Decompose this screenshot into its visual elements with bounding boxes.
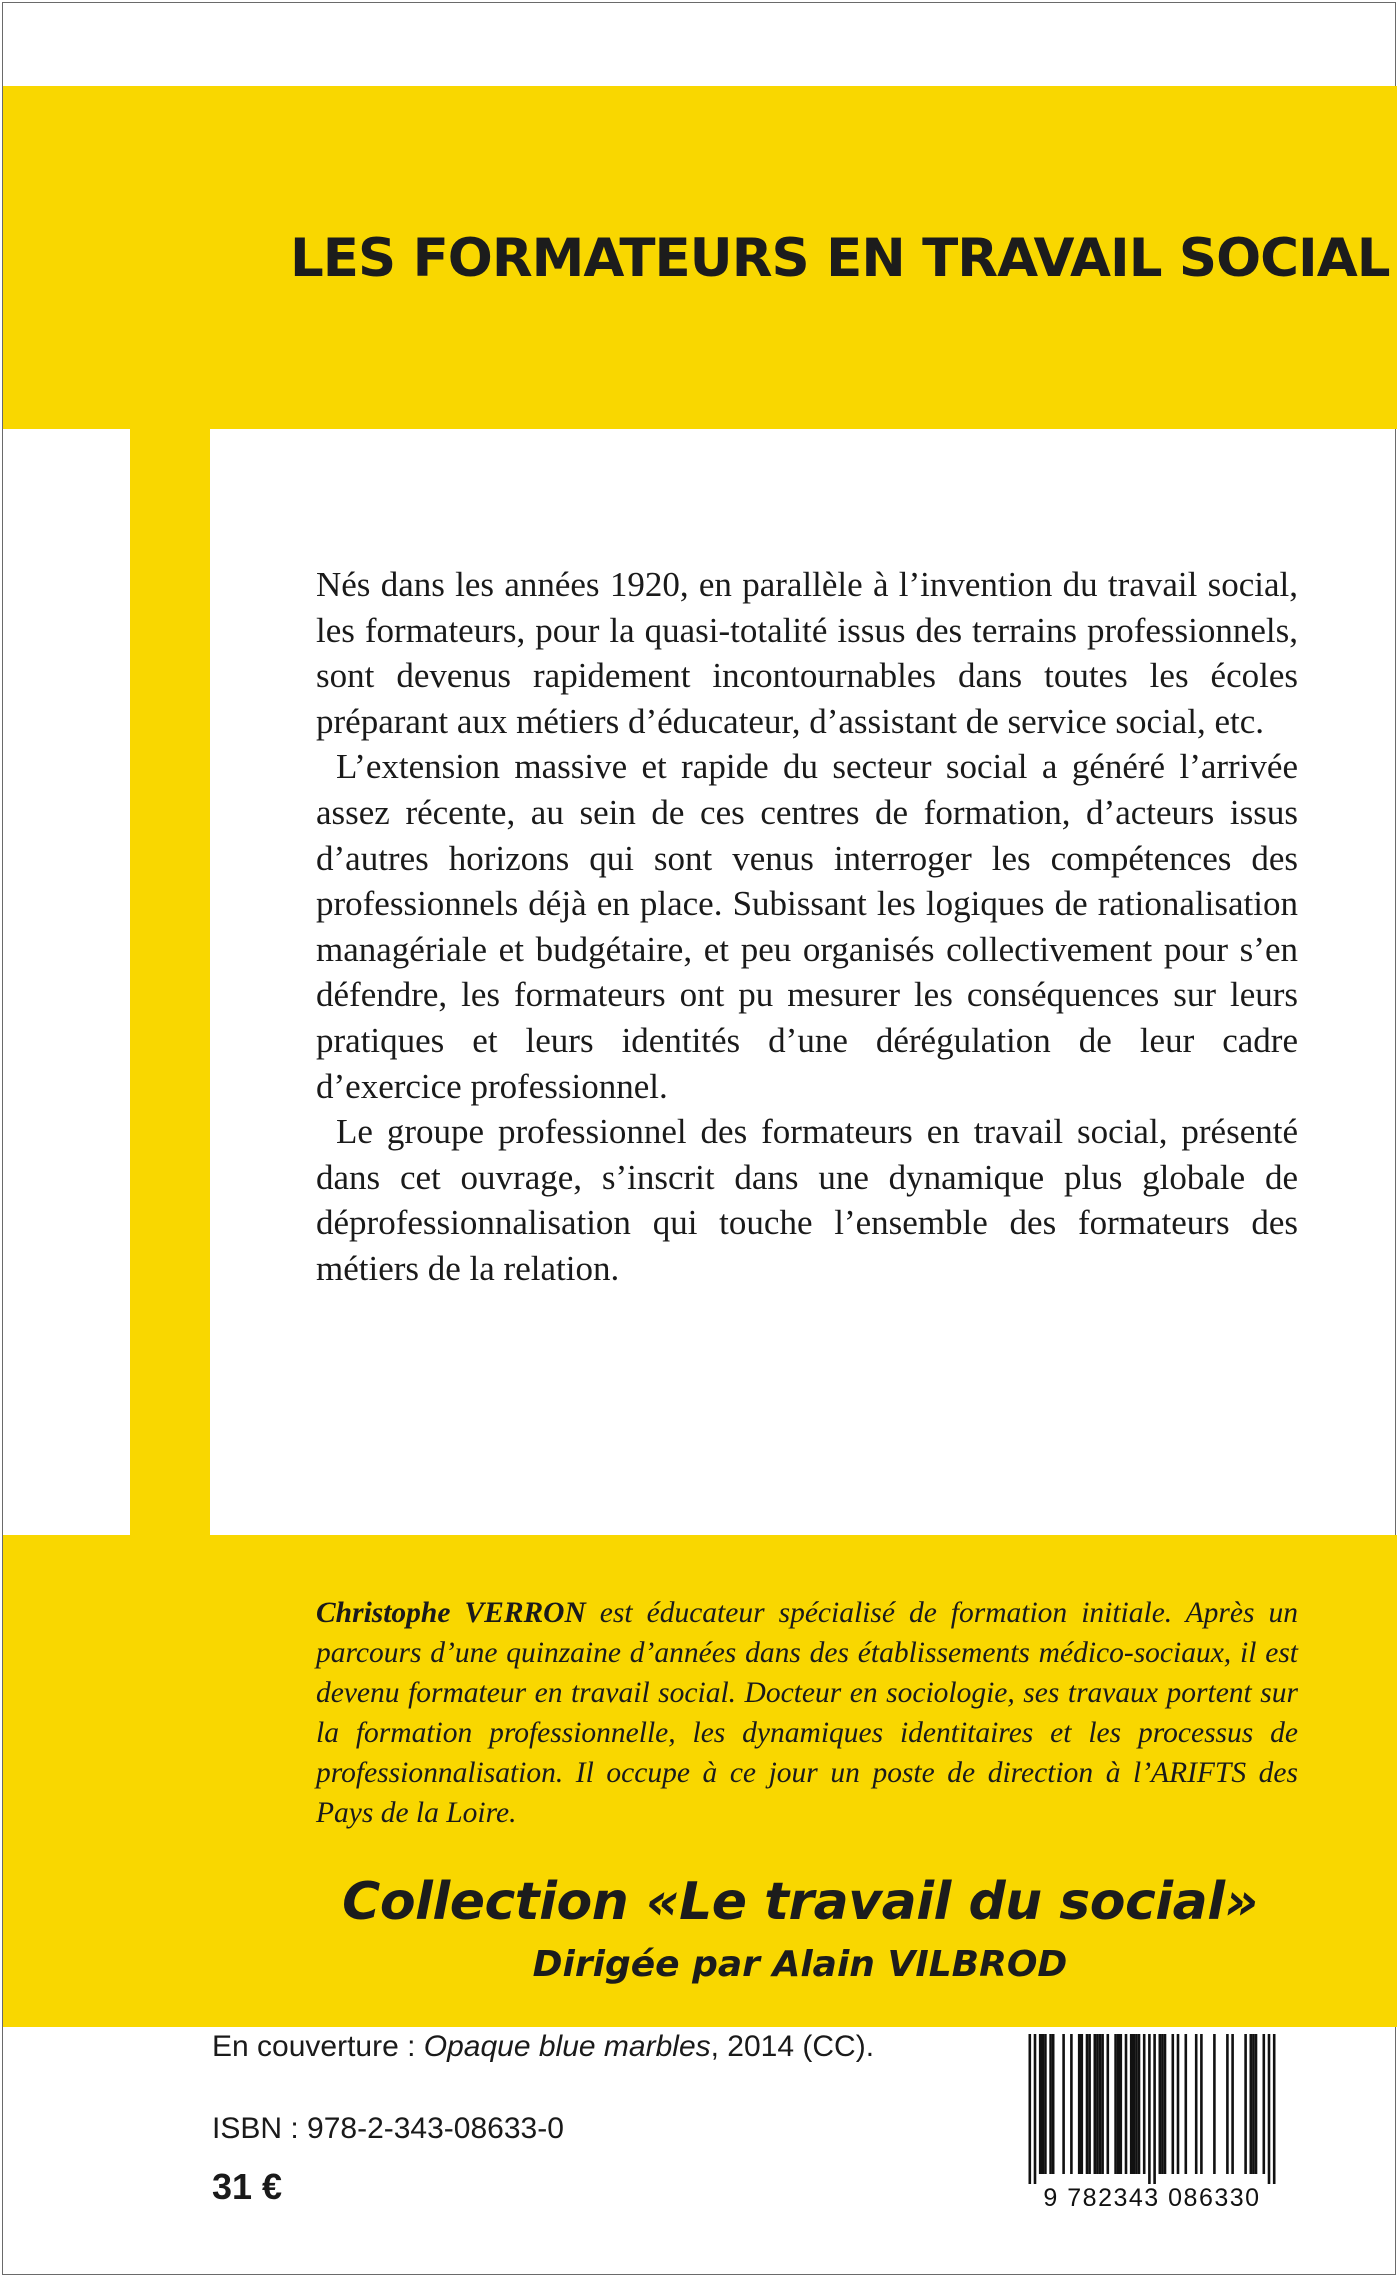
- cover-credit-prefix: En couverture :: [212, 2030, 424, 2063]
- collection-title: Collection «Le travail du social»: [342, 1872, 1258, 1932]
- barcode-bar: [1200, 2034, 1203, 2174]
- barcode: [1004, 2034, 1300, 2226]
- barcode-bar: [1101, 2034, 1104, 2174]
- cover-credit: [212, 2030, 972, 2064]
- barcode-bar: [1255, 2034, 1258, 2174]
- summary-text: [316, 562, 1298, 1292]
- barcode-bar: [1195, 2034, 1198, 2174]
- barcode-bar: [1226, 2034, 1229, 2174]
- barcode-bar: [1177, 2034, 1180, 2174]
- barcode-bar: [1034, 2034, 1037, 2184]
- barcode-bar: [1070, 2034, 1073, 2174]
- barcode-bar: [1244, 2034, 1247, 2174]
- barcode-bar: [1268, 2034, 1271, 2184]
- barcode-bar: [1096, 2034, 1099, 2174]
- barcode-bars: [1004, 2034, 1300, 2184]
- barcode-bar: [1049, 2034, 1052, 2174]
- barcode-bar: [1153, 2034, 1156, 2184]
- collection-director: Dirigée par Alain VILBROD: [532, 1944, 1068, 1985]
- barcode-bar: [1120, 2034, 1123, 2174]
- barcode-bar: [1231, 2034, 1234, 2174]
- barcode-bar: [1143, 2034, 1146, 2174]
- barcode-bar: [1114, 2034, 1117, 2174]
- isbn: ISBN : 978-2-343-08633-0: [212, 2112, 564, 2145]
- author-name: Christophe VERRON: [316, 1597, 586, 1629]
- barcode-bar: [1086, 2034, 1089, 2174]
- barcode-bar: [1078, 2034, 1081, 2174]
- barcode-bar: [1044, 2034, 1047, 2174]
- author-bio: [316, 1593, 1298, 1833]
- summary-paragraph-2: L’extension massive et rapide du secteur social a généré l’arrivée assez récente, au sein de ces centres de formation, d’acteurs issus d’autres horizons qui sont venus interroger les compétences des professionnels déjà en place. Subissant les logiques de rationalisation managériale et budgétaire, et peu organisés collectivement pour s’en défendre, les formateurs ont pu mesurer les conséquences sur leurs pratiques et leurs identités d’une dérégulation de leur cadre d’exercice professionnel.: [316, 747, 1298, 1106]
- barcode-bar: [1213, 2034, 1216, 2174]
- barcode-bar: [1099, 2034, 1102, 2174]
- barcode-digits: 9 782343 086330: [1004, 2184, 1300, 2213]
- cover-credit-suffix: , 2014 (CC).: [710, 2030, 875, 2063]
- barcode-bar: [1133, 2034, 1136, 2174]
- barcode-bar: [1042, 2034, 1045, 2174]
- yellow-side-bar: [130, 429, 210, 1535]
- barcode-bar: [1164, 2034, 1167, 2174]
- barcode-bar: [1161, 2034, 1164, 2174]
- barcode-bar: [1135, 2034, 1138, 2174]
- author-bio-text: est éducateur spécialisé de formation initiale. Après un parcours d’une quinzaine d’années dans des établissements médico-sociaux, il est devenu formateur en travail social. Docteur en sociologie, ses travaux portent sur la formation professionnelle, les dynamiques identitaires et les processus de professionnalisation. Il occupe à ce jour un poste de direction à l’ARIFTS des Pays de la Loire.: [316, 1597, 1299, 1829]
- barcode-bar: [1263, 2034, 1266, 2174]
- summary-paragraph-3: Le groupe professionnel des formateurs en travail social, présenté dans cet ouvrage, s’inscrit dans une dynamique plus globale de déprofessionnalisation qui touche l’ensemble des formateurs des métiers de la relation.: [316, 1112, 1298, 1288]
- summary-paragraph-1: Nés dans les années 1920, en parallèle à l’invention du travail social, les formateurs, pour la quasi-totalité issus des terrains professionnels, sont devenus rapidement incontournables dans toutes les écoles préparant aux métiers d’éducateur, d’assistant de service social, etc.: [316, 565, 1298, 741]
- barcode-bar: [1130, 2034, 1133, 2174]
- barcode-bar: [1062, 2034, 1065, 2174]
- price: 31 €: [212, 2166, 283, 2207]
- barcode-bar: [1081, 2034, 1084, 2174]
- barcode-bar: [1094, 2034, 1097, 2174]
- barcode-bar: [1185, 2034, 1188, 2174]
- barcode-bar: [1172, 2034, 1175, 2174]
- barcode-bar: [1088, 2034, 1091, 2174]
- barcode-bar: [1125, 2034, 1128, 2174]
- barcode-bar: [1148, 2034, 1151, 2184]
- barcode-bar: [1052, 2034, 1055, 2174]
- barcode-bar: [1250, 2034, 1253, 2174]
- barcode-bar: [1159, 2034, 1162, 2174]
- cover-credit-work: Opaque blue marbles: [423, 2030, 711, 2063]
- barcode-bar: [1039, 2034, 1042, 2174]
- barcode-bar: [1117, 2034, 1120, 2174]
- barcode-bar: [1252, 2034, 1255, 2174]
- barcode-bar: [1273, 2034, 1276, 2184]
- barcode-bar: [1029, 2034, 1032, 2184]
- barcode-bar: [1107, 2034, 1110, 2174]
- book-title: LES FORMATEURS EN TRAVAIL SOCIAL: [290, 228, 1390, 289]
- barcode-bar: [1138, 2034, 1141, 2174]
